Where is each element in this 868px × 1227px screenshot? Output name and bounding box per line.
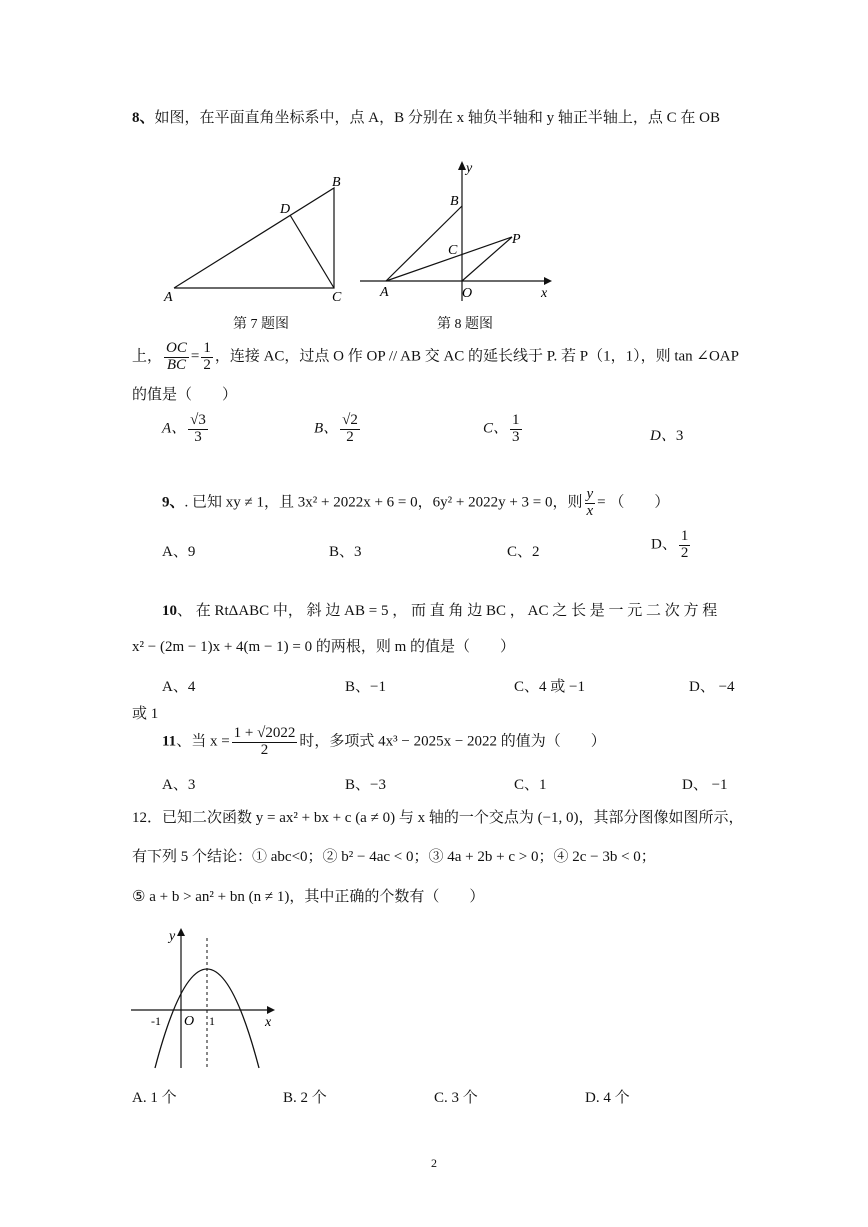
q8-option-A-label: A、 bbox=[162, 420, 187, 437]
q10-option-C: C、4 或 −1 bbox=[514, 679, 585, 695]
fig8-label-y: y bbox=[466, 161, 473, 176]
graph-label-1: 1 bbox=[209, 1014, 215, 1028]
q10-option-A: A、4 bbox=[162, 679, 196, 695]
fig8-label-C: C bbox=[448, 243, 458, 258]
q11-frac-num: 1 + √2022 bbox=[233, 725, 296, 741]
q9-line bbox=[162, 487, 669, 520]
fig8-label-x: x bbox=[541, 286, 548, 301]
q8-option-B-den: 2 bbox=[346, 428, 354, 445]
q8-option-B-num: √2 bbox=[342, 412, 358, 428]
fig8-label-A: A bbox=[380, 285, 389, 300]
q8-option-D-value: 3 bbox=[675, 428, 684, 444]
q12-option-A: A. 1 个 bbox=[132, 1090, 177, 1106]
q9-option-A: A、9 bbox=[162, 544, 196, 560]
q8-option-C-fraction bbox=[510, 413, 522, 446]
q10-number: 10 bbox=[162, 603, 177, 619]
q8-eq: = bbox=[190, 348, 200, 365]
q12-option-D: D. 4 个 bbox=[585, 1090, 630, 1106]
q8-line2-rest: ，连接 AC，过点 O 作 OP // AB 交 AC 的延长线于 P. 若 P（1，1），则 tan ∠OAP bbox=[214, 348, 739, 365]
q10-option-D-wrap: 或 1 bbox=[132, 706, 159, 722]
q12-line2: 有下列 5 个结论：① abc<0；② b² − 4ac < 0；③ 4a + 2b + c > 0；④ 2c − 3b < 0； bbox=[132, 849, 656, 865]
q8-option-B-label: B、 bbox=[314, 420, 339, 437]
q11-number: 11 bbox=[162, 733, 177, 750]
graph-label-x: x bbox=[265, 1015, 272, 1030]
q8-option-D-label: D、 bbox=[650, 428, 676, 444]
q8-option-D bbox=[650, 424, 683, 445]
q9-option-D-label: D、 bbox=[651, 536, 677, 553]
q8-option-B-fraction bbox=[340, 413, 360, 446]
q9-option-D-fraction bbox=[679, 529, 691, 562]
figure-8 bbox=[352, 156, 562, 306]
q8-option-A-num: √3 bbox=[190, 412, 206, 428]
q12-option-B: B. 2 个 bbox=[283, 1090, 327, 1106]
q11-text-a: 、当 x = bbox=[176, 733, 230, 750]
q8-text: 如图，在平面直角坐标系中，点 A，B 分别在 x 轴负半轴和 y 轴正半轴上，点 C 在 OB bbox=[154, 110, 720, 126]
q9-option-C: C、2 bbox=[507, 544, 540, 560]
q8-option-B bbox=[314, 413, 362, 446]
fig8-label-P: P bbox=[512, 232, 521, 247]
q11-option-B: B、−3 bbox=[345, 777, 386, 793]
q12-line1: 12．已知二次函数 y = ax² + bx + c (a ≠ 0) 与 x 轴的一个交点为 (−1, 0)，其部分图像如图所示， bbox=[132, 810, 744, 826]
fig7-label-A: A bbox=[164, 290, 173, 305]
q10-line1 bbox=[162, 602, 717, 620]
q8-line3: 的值是（ ） bbox=[132, 387, 238, 403]
q8-number: 8、 bbox=[132, 110, 155, 126]
figure-7 bbox=[160, 170, 360, 305]
fig7-label-B: B bbox=[332, 175, 341, 190]
q9-option-D-den: 2 bbox=[680, 544, 689, 561]
q9-option-D-num: 1 bbox=[680, 528, 689, 544]
q9-fraction bbox=[585, 487, 596, 520]
q12-option-C: C. 3 个 bbox=[434, 1090, 478, 1106]
q8-half-den: 2 bbox=[203, 356, 211, 373]
fig8-label-O: O bbox=[462, 286, 473, 301]
q11-option-A: A、3 bbox=[162, 777, 196, 793]
q8-option-A-fraction bbox=[188, 413, 208, 446]
q8-half-num: 1 bbox=[203, 340, 211, 356]
q11-option-C: C、1 bbox=[514, 777, 547, 793]
q10-option-D: D、 −4 bbox=[689, 679, 735, 695]
graph-label-y: y bbox=[169, 929, 176, 944]
graph-label-O: O bbox=[184, 1014, 195, 1029]
q8-option-C bbox=[483, 413, 524, 446]
fig7-label-D: D bbox=[280, 202, 291, 217]
q9-frac-den: x bbox=[586, 502, 594, 519]
q9-frac-num: y bbox=[586, 486, 594, 502]
q8-ratio-num: OC bbox=[166, 340, 187, 356]
fig7-label-C: C bbox=[332, 290, 342, 305]
q9-number: 9、 bbox=[162, 494, 185, 511]
q8-option-C-num: 1 bbox=[512, 412, 520, 428]
graph-label-neg1: -1 bbox=[151, 1014, 161, 1028]
q8-ratio-den: BC bbox=[166, 356, 187, 373]
page-number: 2 bbox=[431, 1156, 437, 1170]
q10-line1-text: 、 在 RtΔABC 中， 斜 边 AB = 5 ， 而 直 角 边 BC ， AC 之 长 是 一 元 二 次 方 程 bbox=[177, 603, 718, 619]
parabola-graph bbox=[125, 922, 285, 1074]
q9-text-a: . 已知 xy ≠ 1，且 3x² + 2022x + 6 = 0，6y² + 2022y + 3 = 0，则 bbox=[184, 494, 583, 511]
q9-option-D bbox=[651, 529, 692, 562]
q11-frac-den: 2 bbox=[260, 741, 269, 758]
q11-option-D: D、 −1 bbox=[682, 777, 728, 793]
q10-line2: x² − (2m − 1)x + 4(m − 1) = 0 的两根，则 m 的值是（ ） bbox=[132, 639, 516, 655]
q11-line bbox=[162, 726, 606, 759]
q8-line2 bbox=[132, 341, 739, 374]
q8-half-fraction bbox=[201, 341, 213, 374]
q11-text-b: 时，多项式 4x³ − 2025x − 2022 的值为（ ） bbox=[299, 733, 606, 750]
q8-ratio-fraction bbox=[164, 341, 189, 374]
q8-line2-prefix: 上， bbox=[132, 348, 163, 365]
q9-option-B: B、3 bbox=[329, 544, 362, 560]
q12-line3: ⑤ a + b > an² + bn (n ≠ 1)，其中正确的个数有（ ） bbox=[132, 889, 485, 905]
fig7-caption: 第 7 题图 bbox=[233, 317, 289, 332]
q10-option-B: B、−1 bbox=[345, 679, 386, 695]
q8-option-A bbox=[162, 413, 210, 446]
fig8-label-B: B bbox=[450, 194, 459, 209]
fig8-caption: 第 8 题图 bbox=[437, 317, 493, 332]
q8-option-A-den: 3 bbox=[194, 428, 202, 445]
q8-option-C-label: C、 bbox=[483, 420, 509, 437]
q11-fraction bbox=[232, 726, 298, 759]
q8-line1 bbox=[132, 109, 720, 127]
q9-text-b: = （ ） bbox=[597, 494, 670, 511]
q8-option-C-den: 3 bbox=[512, 428, 520, 445]
